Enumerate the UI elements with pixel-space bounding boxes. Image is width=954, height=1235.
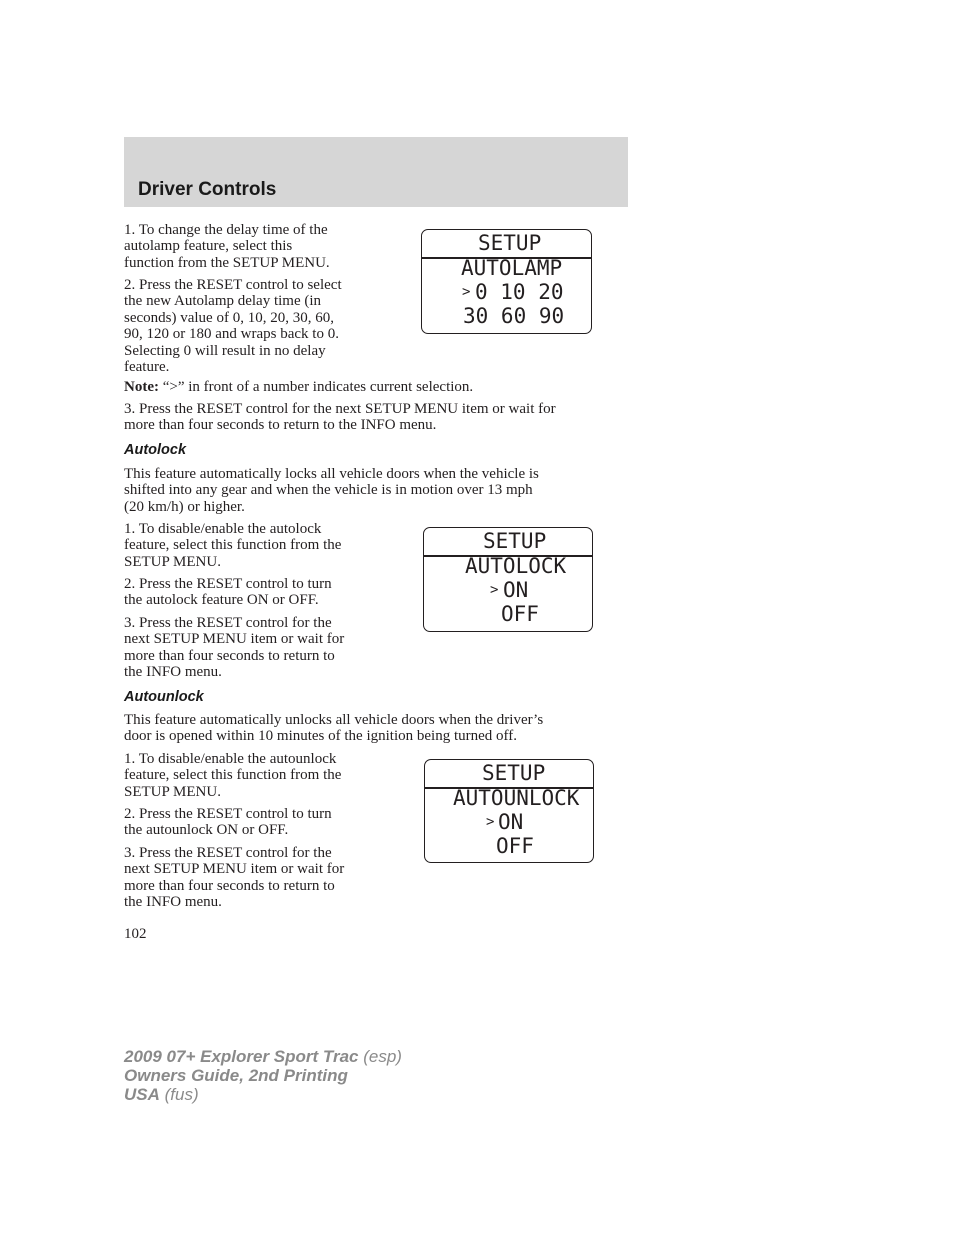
selection-indicator: > [486, 814, 495, 830]
page-number: 102 [124, 926, 147, 942]
display-option-on: ON [503, 578, 529, 602]
footer-line-1: 2009 07+ Explorer Sport Trac (esp) [124, 1047, 402, 1066]
autounlock-step2: 2. Press the RESET control to turn the autounlock ON or OFF. [124, 806, 332, 839]
display-line-setup: SETUP [478, 231, 542, 255]
autounlock-step3: 3. Press the RESET control for the next SETUP MENU item or wait for more than four seconds to return to the INFO menu. [124, 845, 345, 911]
selection-indicator: > [490, 582, 499, 598]
display-option-off: OFF [496, 834, 534, 858]
footer-line-3: USA (fus) [124, 1085, 199, 1104]
autolamp-display [421, 229, 592, 334]
autounlock-display [424, 759, 594, 863]
display-line-feature: AUTOUNLOCK [453, 786, 580, 810]
display-option-on: ON [498, 810, 524, 834]
display-line-feature: AUTOLAMP [461, 256, 563, 280]
autolamp-step2: 2. Press the RESET control to select the new Autolamp delay time (in seconds) value of 0, 10, 20, 30, 60, 90, 120 or 180 and wraps back to 0. Selecting 0 will result in no delay feature. [124, 277, 342, 376]
autolamp-step1: 1. To change the delay time of the autolamp feature, select this function from the SETUP MENU. [124, 222, 330, 271]
autolamp-step3: 3. Press the RESET control for the next SETUP MENU item or wait for more than four seconds to return to the INFO menu. [124, 401, 556, 434]
autolock-step2: 2. Press the RESET control to turn the autolock feature ON or OFF. [124, 576, 332, 609]
autolock-step3: 3. Press the RESET control for the next SETUP MENU item or wait for more than four seconds to return to the INFO menu. [124, 615, 345, 681]
display-line-feature: AUTOLOCK [465, 554, 567, 578]
footer-line-2: Owners Guide, 2nd Printing [124, 1066, 348, 1085]
autolock-intro: This feature automatically locks all vehicle doors when the vehicle is shifted into any gear and when the vehicle is in motion over 13 mph (20 km/h) or higher. [124, 466, 539, 515]
display-line-options-1: 0 10 20 [475, 280, 564, 304]
autounlock-heading: Autounlock [124, 689, 204, 705]
display-line-options-2: 30 60 90 [463, 304, 565, 328]
autounlock-intro: This feature automatically unlocks all vehicle doors when the driver’s door is opened within 10 minutes of the ignition being turned off. [124, 712, 544, 745]
section-title: Driver Controls [138, 179, 277, 200]
autolock-step1: 1. To disable/enable the autolock feature, select this function from the SETUP MENU. [124, 521, 342, 570]
autolock-display [423, 527, 593, 632]
autolamp-note: Note: “>” in front of a number indicates current selection. [124, 379, 474, 395]
note-label: Note: [124, 379, 159, 395]
display-line-setup: SETUP [483, 529, 547, 553]
selection-indicator: > [462, 284, 471, 300]
display-line-setup: SETUP [482, 761, 546, 785]
display-option-off: OFF [501, 602, 539, 626]
autolock-heading: Autolock [124, 442, 187, 458]
autounlock-step1: 1. To disable/enable the autounlock feature, select this function from the SETUP MENU. [124, 751, 342, 800]
